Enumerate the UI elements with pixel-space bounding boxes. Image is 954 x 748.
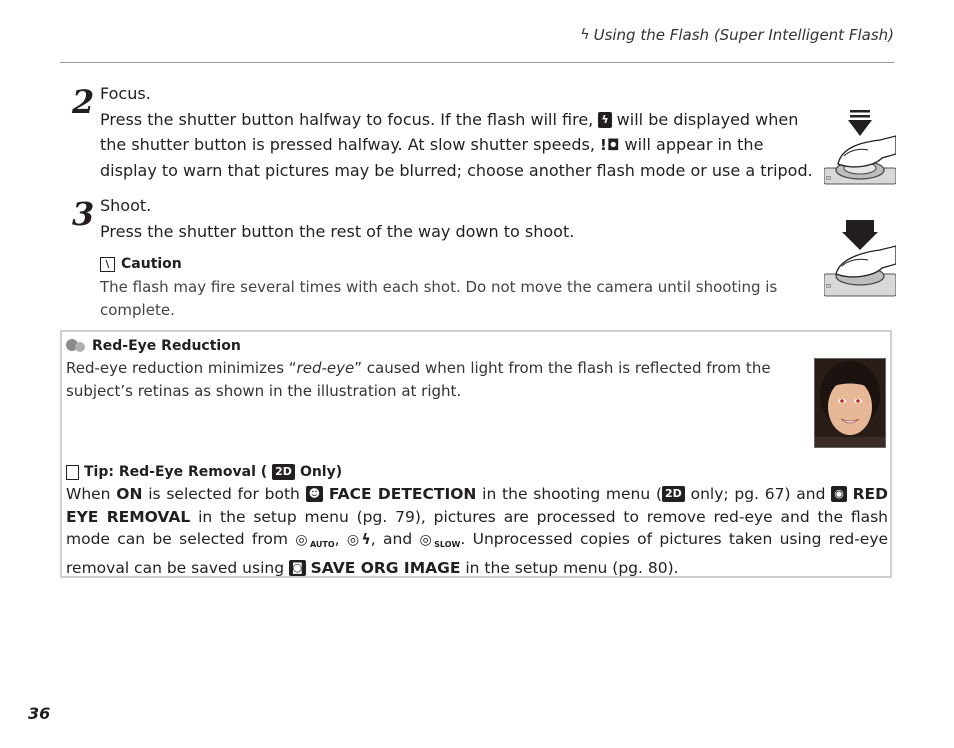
tip-title: Tip: Red-Eye Removal ( — [84, 464, 268, 480]
tip-text-part: , — [334, 530, 347, 548]
2d-mode-icon: 2D — [662, 486, 685, 502]
page-number: 36 — [28, 704, 51, 723]
svg-text:⊡: ⊡ — [826, 175, 832, 182]
shutter-halfway-illustration — [824, 106, 896, 186]
header-title: Using the Flash (Super Intelligent Flash) — [593, 26, 894, 44]
red-eye-removal-icon: ◉ — [831, 486, 847, 502]
flash-icon: ϟ — [580, 27, 590, 43]
face-detection-icon: ☻ — [306, 486, 323, 502]
step-body: Press the shutter button the rest of the way down to shoot. — [100, 222, 575, 241]
tip-text-part: in the shooting menu ( — [476, 485, 663, 503]
caution-title: Caution — [121, 256, 182, 272]
step-title: Shoot. — [100, 196, 152, 215]
red-eye-forced-flash-icon: ◎ϟ — [346, 532, 371, 548]
save-org-image-option: SAVE ORG IMAGE — [310, 558, 461, 577]
step-title: Focus. — [100, 84, 151, 103]
header-rule — [60, 62, 894, 63]
tip-text-part: , and — [370, 530, 420, 548]
red-eye-text-part: ” caused when light from the flash is reflected from the subject’s retinas as shown in the illustration at right. — [66, 359, 771, 400]
step-number: 2 — [72, 83, 95, 121]
tip-text-part: When — [66, 485, 117, 503]
red-eye-portrait-image — [814, 358, 886, 448]
red-eye-removal-option: RED EYE REMOVAL — [66, 485, 888, 526]
step-body — [100, 107, 815, 183]
face-detection-option: FACE DETECTION — [328, 485, 477, 503]
slow-label: SLOW — [434, 540, 461, 549]
red-eye-text-part: Red-eye reduction minimizes “ — [66, 359, 297, 377]
step-number: 3 — [72, 195, 95, 233]
red-eye-icon — [66, 339, 88, 353]
tip-text-part: in the setup menu (pg. 80). — [460, 558, 679, 577]
tip-icon — [66, 465, 79, 480]
red-eye-text — [66, 357, 806, 403]
step-text: will be displayed when the shutter button is pressed halfway. At slow shutter speeds, — [100, 110, 799, 154]
tip-text-part: only; pg. 67) and — [684, 485, 832, 503]
step-text: will appear in the display to warn that pictures may be blurred; choose another flash mode or use a tripod. — [100, 135, 813, 180]
tip-heading — [66, 464, 342, 480]
tip-text-part: in the setup menu (pg. 79), pictures are processed to remove red-eye and the flash mode can be selected from — [66, 507, 888, 548]
tip-text-part: is selected for both — [142, 485, 306, 503]
info-box — [60, 330, 892, 578]
on-option: ON — [116, 485, 143, 503]
page-header — [580, 26, 894, 44]
tip-text — [66, 483, 888, 579]
red-eye-title: Red-Eye Reduction — [92, 338, 241, 354]
flash-indicator-icon: ϟ — [598, 112, 611, 128]
red-eye-heading — [66, 338, 241, 354]
tip-title-suffix: Only) — [299, 464, 343, 480]
step-text: Press the shutter button halfway to focus. If the flash will fire, — [100, 110, 599, 129]
svg-text:⊡: ⊡ — [826, 283, 832, 290]
tip-text-part: . Unprocessed copies of pictures taken using red-eye removal can be saved using — [66, 530, 889, 577]
auto-label: AUTO — [309, 540, 335, 549]
caution-heading — [100, 256, 182, 272]
red-eye-slow-sync-icon: $◎_{SLOW}$ — [419, 532, 461, 549]
red-eye-auto-flash-icon: $◎_{AUTO}$ — [295, 532, 335, 549]
caution-text: The flash may fire several times with each shot. Do not move the camera until shooting is complete. — [100, 278, 778, 319]
caution-icon: \ — [100, 257, 115, 272]
shutter-full-press-illustration — [824, 218, 896, 298]
camera-shake-warning-icon: !◘ — [600, 136, 620, 154]
red-eye-emphasis: red-eye — [296, 359, 355, 377]
2d-mode-icon: 2D — [272, 464, 295, 480]
save-org-image-icon: ◙ — [289, 560, 306, 576]
